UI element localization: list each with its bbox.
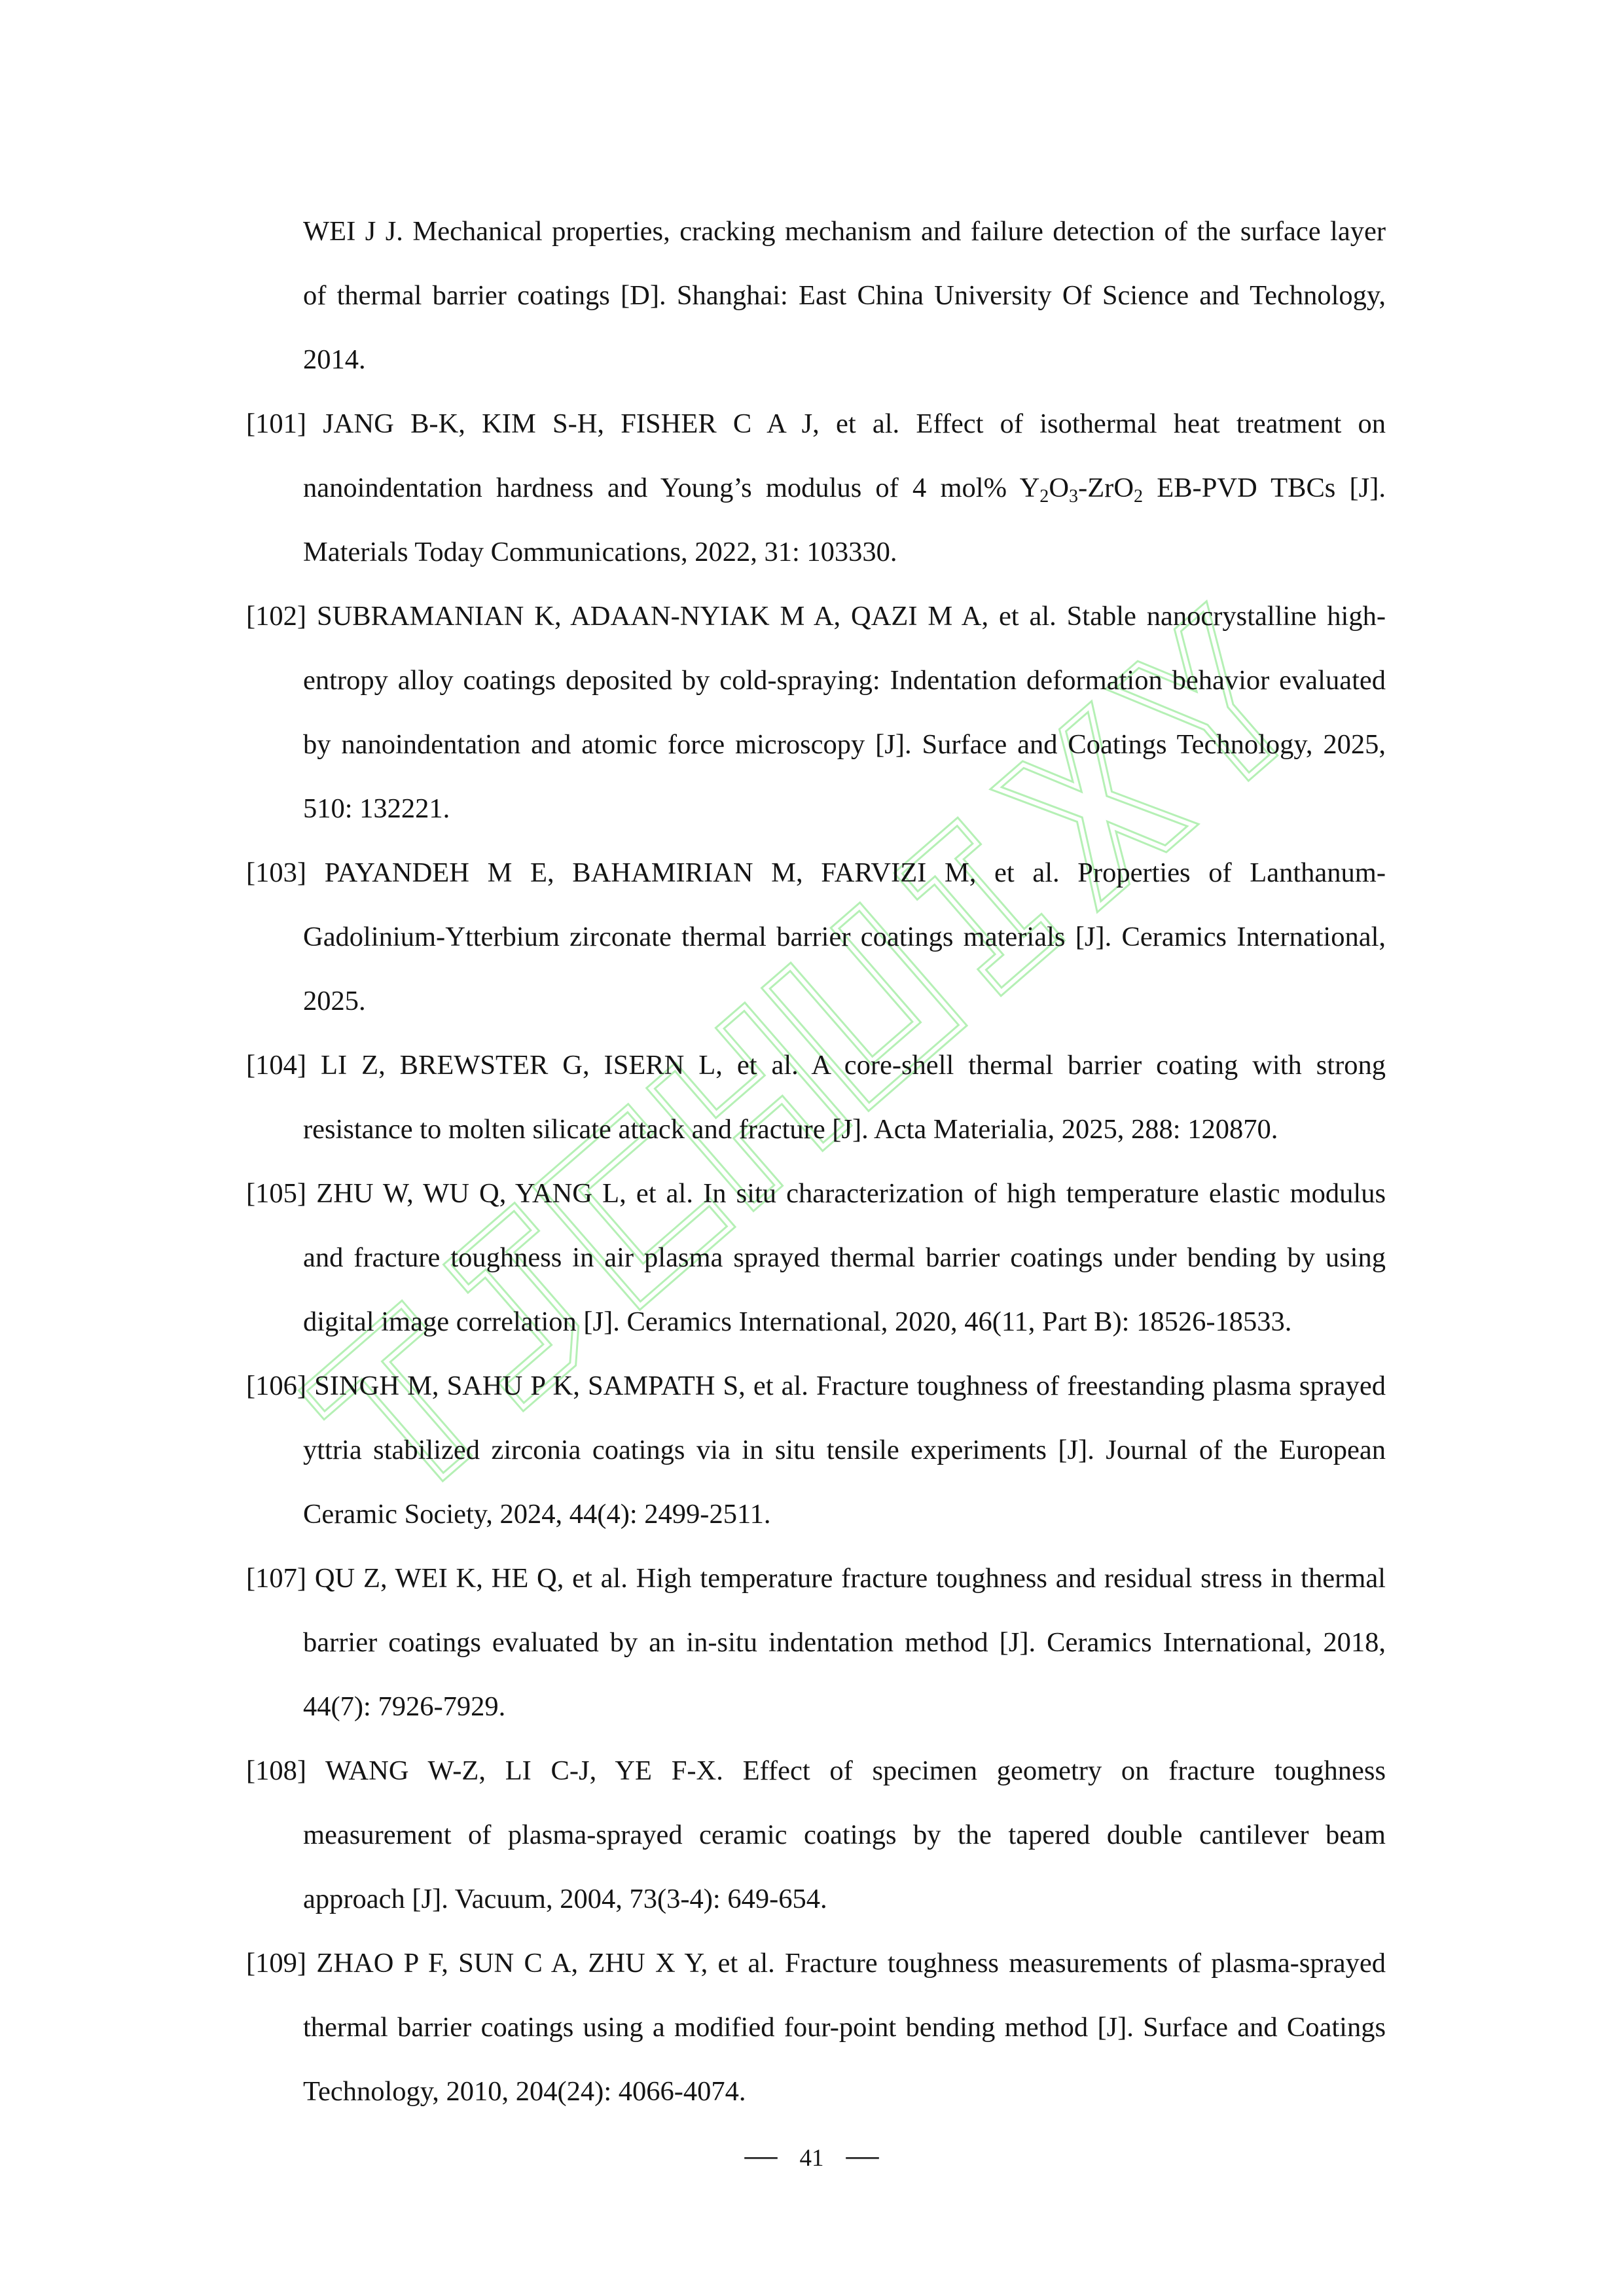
- reference-line: entropy alloy coatings deposited by cold-spraying: Indentation deformation behavior evaluated: [303, 665, 1386, 696]
- reference-line: [303, 456, 1386, 520]
- reference-entry-102: [0, 584, 1624, 841]
- reference-number: [106]: [246, 1371, 307, 1401]
- reference-line: 2014.: [303, 344, 366, 375]
- footer-dash-left: —: [744, 2136, 778, 2173]
- reference-line: [246, 1547, 1386, 1611]
- reference-line: 2025.: [303, 986, 366, 1016]
- formula-subscript: 2: [1039, 486, 1049, 507]
- reference-line: Materials Today Communications, 2022, 31: 103330.: [303, 537, 897, 567]
- reference-line: measurement of plasma-sprayed ceramic coatings by the tapered double cantilever beam: [303, 1820, 1386, 1850]
- reference-line: [246, 1739, 1386, 1803]
- reference-text: JANG B-K, KIM S-H, FISHER C A J, et al. Effect of isothermal heat treatment on: [323, 408, 1386, 439]
- reference-line: yttria stabilized zirconia coatings via in situ tensile experiments [J]. Journal of the European: [303, 1435, 1386, 1465]
- reference-number: [104]: [246, 1050, 307, 1081]
- reference-line: Gadolinium-Ytterbium zirconate thermal barrier coatings materials [J]. Ceramics International,: [303, 922, 1386, 952]
- reference-number: [105]: [246, 1178, 307, 1209]
- reference-line: approach [J]. Vacuum, 2004, 73(3-4): 649-654.: [303, 1884, 827, 1914]
- reference-entry-105: [0, 1162, 1624, 1354]
- reference-line: resistance to molten silicate attack and fracture [J]. Acta Materialia, 2025, 288: 120870.: [303, 1114, 1278, 1145]
- formula-subscript: 3: [1069, 486, 1079, 507]
- reference-text: QU Z, WEI K, HE Q, et al. High temperature fracture toughness and residual stress in thermal: [314, 1563, 1386, 1594]
- reference-line: of thermal barrier coatings [D]. Shanghai: East China University Of Science and Technology,: [303, 280, 1386, 311]
- reference-line: [246, 584, 1386, 649]
- reference-line: Ceramic Society, 2024, 44(4): 2499-2511.: [303, 1499, 771, 1530]
- reference-entry-109: [0, 1931, 1624, 2124]
- reference-number: [101]: [246, 408, 307, 439]
- reference-line: thermal barrier coatings using a modified four-point bending method [J]. Surface and Coatings: [303, 2012, 1386, 2043]
- reference-text: EB-PVD TBCs [J].: [1143, 473, 1386, 503]
- reference-line: barrier coatings evaluated by an in-situ indentation method [J]. Ceramics International, 2018,: [303, 1627, 1386, 1658]
- reference-number: [102]: [246, 601, 307, 632]
- reference-line: Technology, 2010, 204(24): 4066-4074.: [303, 2076, 746, 2107]
- page-number: 41: [799, 2144, 824, 2172]
- reference-line: WEI J J. Mechanical properties, cracking mechanism and failure detection of the surface layer: [303, 216, 1386, 247]
- reference-text: PAYANDEH M E, BAHAMIRIAN M, FARVIZI M, et al. Properties of Lanthanum-: [324, 857, 1386, 888]
- reference-text: LI Z, BREWSTER G, ISERN L, et al. A core-shell thermal barrier coating with strong: [321, 1050, 1386, 1081]
- reference-line: [246, 1162, 1386, 1226]
- footer-dash-right: —: [846, 2136, 879, 2173]
- reference-entry-103: [0, 841, 1624, 1033]
- reference-entry-107: [0, 1547, 1624, 1739]
- reference-line: and fracture toughness in air plasma sprayed thermal barrier coatings under bending by using: [303, 1242, 1386, 1273]
- reference-line: [246, 1033, 1386, 1098]
- reference-line: [246, 392, 1386, 456]
- reference-line: 510: 132221.: [303, 793, 450, 824]
- reference-number: [103]: [246, 857, 307, 888]
- reference-text: ZHAO P F, SUN C A, ZHU X Y, et al. Fracture toughness measurements of plasma-sprayed: [316, 1948, 1386, 1979]
- reference-number: [108]: [246, 1755, 307, 1786]
- formula-part: -ZrO: [1078, 473, 1134, 503]
- reference-line: by nanoindentation and atomic force microscopy [J]. Surface and Coatings Technology, 2025,: [303, 729, 1386, 760]
- reference-text: WANG W-Z, LI C-J, YE F-X. Effect of specimen geometry on fracture toughness: [325, 1755, 1386, 1786]
- reference-entry-100-continued: [0, 200, 1624, 392]
- reference-line: digital image correlation [J]. Ceramics International, 2020, 46(11, Part B): 18526-18533.: [303, 1306, 1292, 1337]
- reference-entry-101: [0, 392, 1624, 584]
- reference-entry-104: [0, 1033, 1624, 1162]
- reference-text: SINGH M, SAHU P K, SAMPATH S, et al. Fracture toughness of freestanding plasma sprayed: [314, 1371, 1386, 1401]
- reference-entry-106: [0, 1354, 1624, 1547]
- reference-entry-108: [0, 1739, 1624, 1931]
- reference-line: [246, 1931, 1386, 1996]
- reference-text: ZHU W, WU Q, YANG L, et al. In situ characterization of high temperature elastic modulus: [316, 1178, 1386, 1209]
- reference-text: nanoindentation hardness and Young’s modulus of 4 mol% Y: [303, 473, 1040, 503]
- formula-part: O: [1049, 473, 1070, 503]
- formula-subscript: 2: [1134, 486, 1144, 507]
- reference-line: [246, 1354, 1386, 1418]
- reference-line: 44(7): 7926-7929.: [303, 1691, 506, 1722]
- reference-list: [0, 200, 1624, 2124]
- reference-text: SUBRAMANIAN K, ADAAN-NYIAK M A, QAZI M A, et al. Stable nanocrystalline high-: [316, 601, 1386, 632]
- page-footer: [713, 2135, 910, 2181]
- reference-number: [109]: [246, 1948, 307, 1979]
- reference-number: [107]: [246, 1563, 307, 1594]
- reference-line: [246, 841, 1386, 905]
